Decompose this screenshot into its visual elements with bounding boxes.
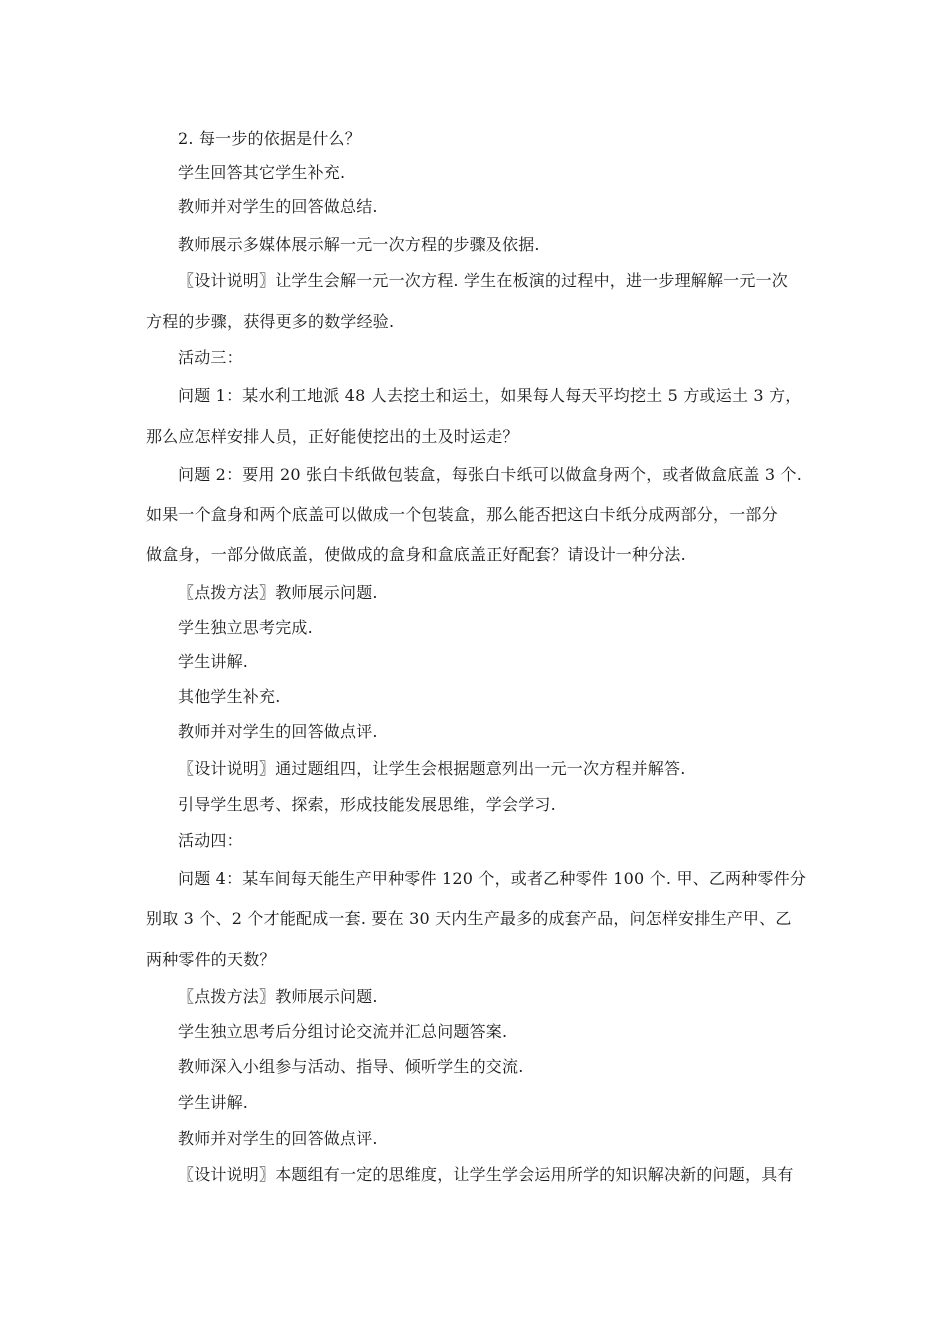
text-line: 教师展示多媒体展示解一元一次方程的步骤及依据.: [178, 235, 540, 254]
text-line: 教师并对学生的回答做点评.: [178, 1129, 378, 1148]
text-line: 学生独立思考后分组讨论交流并汇总问题答案.: [178, 1022, 508, 1041]
text-line: 〖设计说明〗通过题组四，让学生会根据题意列出一元一次方程并解答.: [178, 759, 686, 778]
text-line: 〖设计说明〗本题组有一定的思维度，让学生学会运用所学的知识解决新的问题，具有: [178, 1165, 794, 1184]
text-line: 那么应怎样安排人员，正好能使挖出的土及时运走？: [146, 427, 519, 446]
text-line: 学生回答其它学生补充.: [178, 163, 346, 182]
text-line: 学生讲解.: [178, 1093, 249, 1112]
text-line: 教师并对学生的回答做点评.: [178, 722, 378, 741]
text-line: 问题 1：某水利工地派 48 人去挖土和运土，如果每人每天平均挖土 5 方或运土 3 方，: [178, 386, 802, 405]
text-line: 其他学生补充.: [178, 687, 281, 706]
text-line: 〖设计说明〗让学生会解一元一次方程. 学生在板演的过程中，进一步理解解一元一次: [178, 271, 788, 290]
text-line: 〖点拨方法〗教师展示问题.: [178, 987, 378, 1006]
text-line: 做盒身，一部分做底盖，使做成的盒身和盒底盖正好配套？请设计一种分法.: [146, 545, 686, 564]
text-line: 问题 2：要用 20 张白卡纸做包装盒，每张白卡纸可以做盒身两个，或者做盒底盖 3 个.: [178, 465, 803, 484]
text-line: 〖点拨方法〗教师展示问题.: [178, 583, 378, 602]
text-line: 学生讲解.: [178, 652, 249, 671]
text-line: 学生独立思考完成.: [178, 618, 313, 637]
text-line: 别取 3 个、2 个才能配成一套. 要在 30 天内生产最多的成套产品，问怎样安排生产甲、乙: [146, 909, 792, 928]
text-line: 教师深入小组参与活动、指导、倾听学生的交流.: [178, 1057, 524, 1076]
text-line: 两种零件的天数？: [146, 950, 276, 969]
text-line: 教师并对学生的回答做总结.: [178, 197, 378, 216]
text-line: 2. 每一步的依据是什么？: [178, 129, 361, 148]
text-line: 如果一个盒身和两个底盖可以做成一个包装盒，那么能否把这白卡纸分成两部分，一部分: [146, 505, 778, 524]
text-line: 方程的步骤，获得更多的数学经验.: [146, 312, 395, 331]
text-line: 活动四：: [178, 831, 243, 850]
text-line: 引导学生思考、探索，形成技能发展思维，学会学习.: [178, 795, 556, 814]
text-line: 活动三：: [178, 348, 243, 367]
text-line: 问题 4：某车间每天能生产甲种零件 120 个，或者乙种零件 100 个. 甲、乙两种零件分: [178, 869, 807, 888]
